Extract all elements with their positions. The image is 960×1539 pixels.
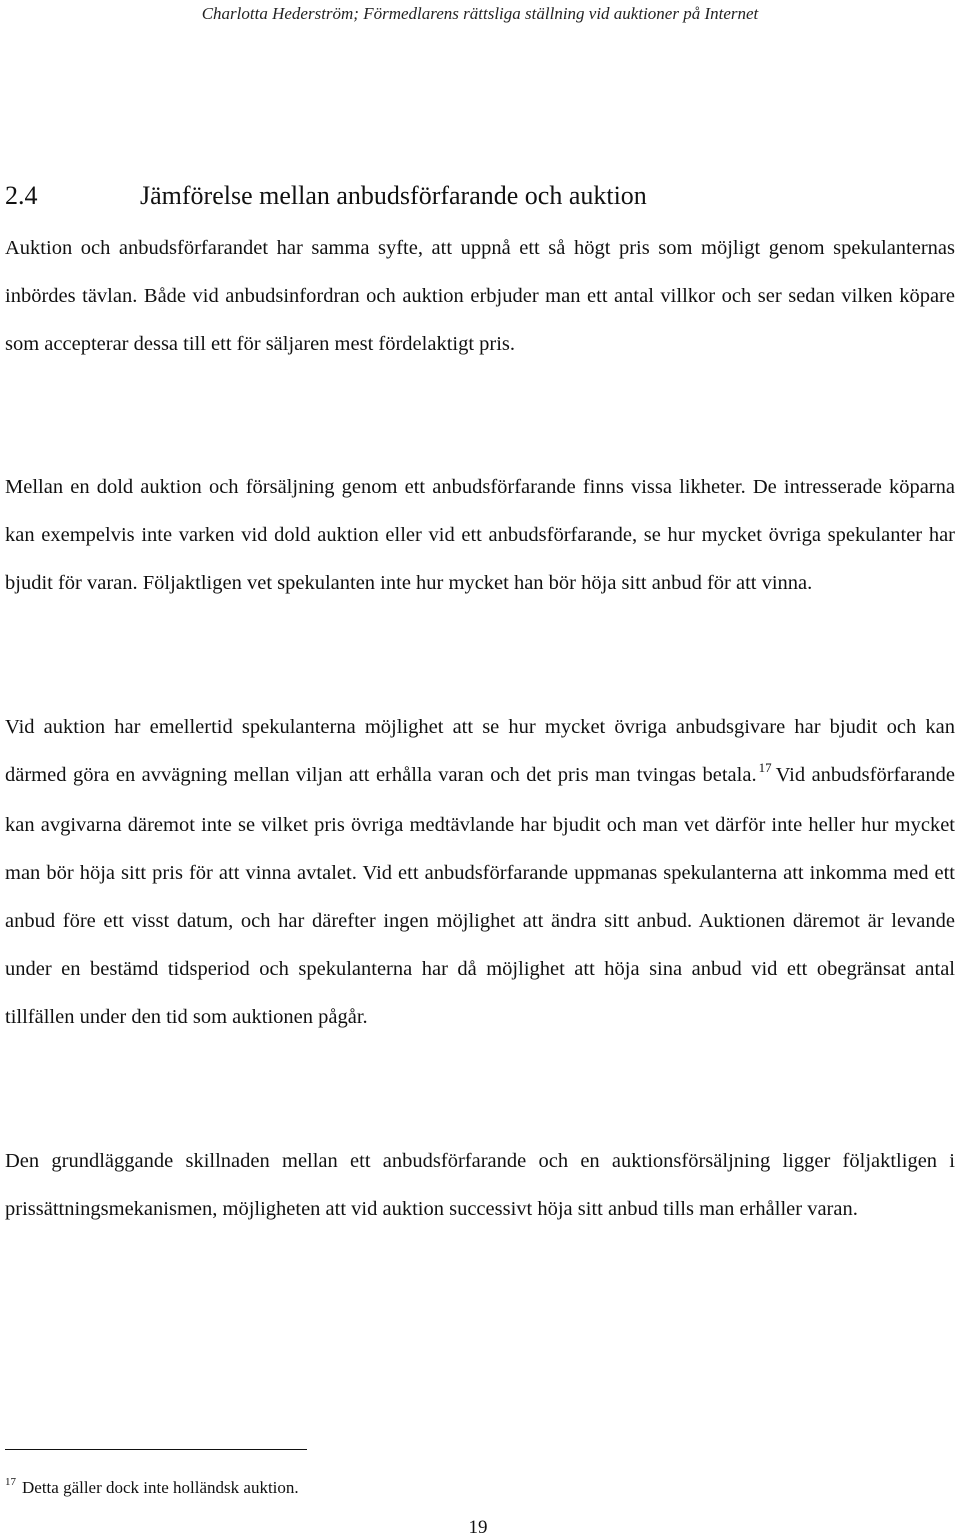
footnote-reference[interactable]: 17 [758,760,772,775]
paragraph-1: Auktion och anbudsförfarandet har samma syfte, att uppnå ett så högt pris som möjligt genom spekulanternas inbördes tävlan. Både vid anbudsinfordran och auktion erbjuder man ett antal villkor och ser sedan vilken köpare som accepterar dessa till ett för säljaren mest fördelaktigt pris. [5,237,955,355]
footnote-separator [5,1449,307,1450]
paragraph-3 [5,703,955,1041]
paragraph-3-part-2: Vid anbudsförfarande kan avgivarna däremot inte se vilket pris övriga medtävlande har bjudit och man vet därför inte heller hur mycket man bör höja sitt pris för att vinna avtalet. Vid ett anbudsförfarande uppmanas spekulanterna att inkomma med ett anbud före ett visst datum, och har därefter ingen möjlighet att ändra sitt anbud. Auktionen däremot är levande under en bestämd tidsperiod och spekulanterna har då möjlighet att höja sina anbud vid ett obegränsat antal tillfällen under den tid som auktionen pågår. [5,764,956,1028]
section-heading [5,180,647,212]
section-title: Jämförelse mellan anbudsförfarande och auktion [140,181,647,210]
footnote [5,1478,299,1498]
page-number: 19 [468,1517,488,1538]
paragraph-2: Mellan en dold auktion och försäljning genom ett anbudsförfarande finns vissa likheter. De intresserade köparna kan exempelvis inte varken vid dold auktion eller vid ett anbudsförfarande, se hur mycket övriga spekulanter har bjudit för varan. Följaktligen vet spekulanten inte hur mycket han bör höja sitt anbud för att vinna. [5,476,955,594]
paragraph-4: Den grundläggande skillnaden mellan ett anbudsförfarande och en auktionsförsäljning ligger följaktligen i prissättningsmekanismen, möjligheten att vid auktion successivt höja sitt anbud tills man erhåller varan. [5,1150,955,1220]
running-header: Charlotta Hederström; Förmedlarens rättsliga ställning vid auktioner på Internet [201,4,759,23]
section-number: 2.4 [5,181,38,210]
footnote-text: Detta gäller dock inte holländsk auktion. [22,1478,299,1497]
paragraph-3-part-1: Vid auktion har emellertid spekulanterna möjlighet att se hur mycket övriga anbudsgivare har bjudit och kan därmed göra en avvägning mellan viljan att erhålla varan och det pris man tvingas betala. [5,716,955,786]
footnote-number: 17 [5,1476,16,1488]
